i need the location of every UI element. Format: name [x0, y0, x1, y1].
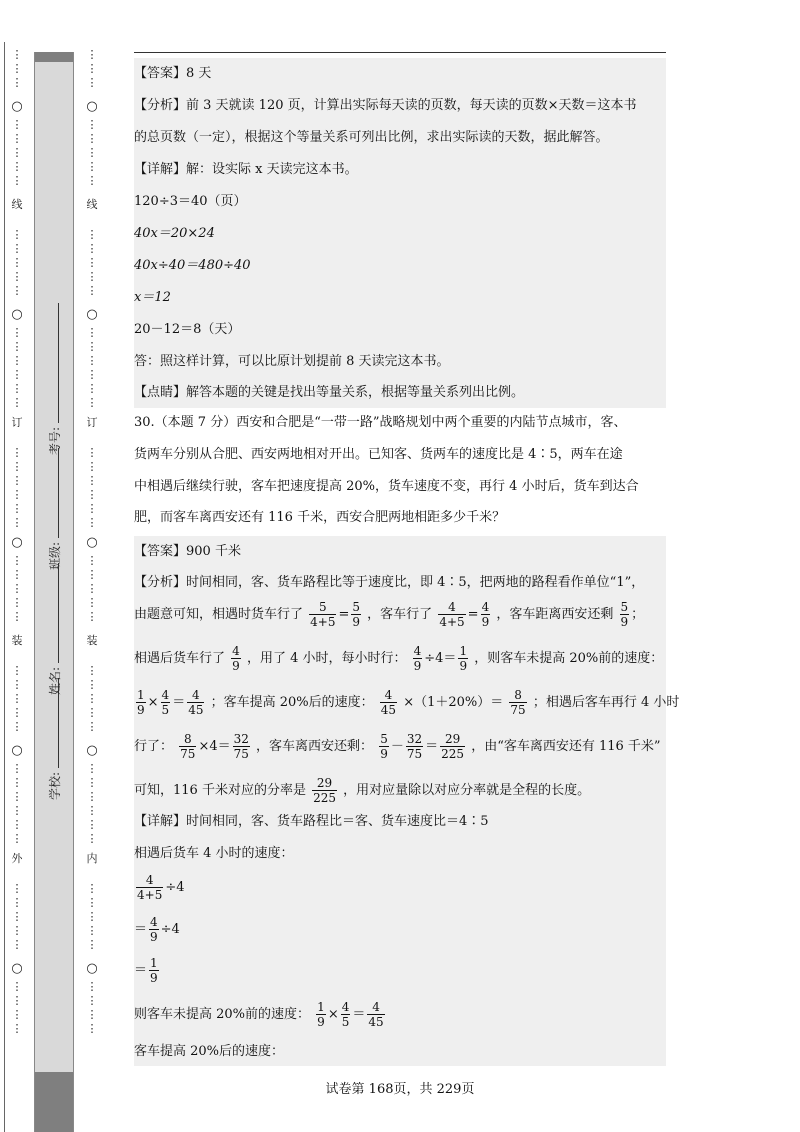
- fraction: $\frac{4}{45}$: [188, 688, 204, 717]
- q30-analysis-line6: [134, 776, 590, 805]
- exam-no-field[interactable]: [46, 303, 63, 455]
- q30-analysis-line3: 相遇后货车行了 $\frac{4}{9}$ ，用了 4 小时，每小时行： $\frac{4}{9}$ ÷4＝ $\frac{1}{9}$ ，则客车未提高 20%前的速度：: [134, 644, 664, 673]
- q29-comment: 【点睛】解答本题的关键是找出等量关系，根据等量关系列出比例。: [134, 385, 525, 400]
- outer-label-wai: 外: [11, 852, 23, 865]
- q30-d5-text: 则客车未提高 20%前的速度：: [134, 1007, 311, 1022]
- q29-answer: 【答案】8 天: [134, 66, 212, 81]
- q30-analysis-line4: $\frac{1}{9}$ × $\frac{4}{5}$ ＝ $\frac{4}{45}$ ；客车提高 20%后的速度： $\frac{4}{45}$ ×（1＋20%）＝ $\frac{8}{75}$ ；相遇后客车再行 4 小时: [137, 688, 680, 717]
- name-label: 姓名:: [48, 666, 62, 695]
- q30-a5-text-a: 行了：: [134, 739, 174, 754]
- fraction: $\frac{4}{9}$: [481, 600, 490, 629]
- fraction: $\frac{1}{9}$: [150, 956, 158, 985]
- outer-label-zhuang: 装: [11, 634, 23, 647]
- fraction: $\frac{4}{45}$: [368, 1000, 384, 1029]
- q29-analysis-line2: 的总页数（一定），根据这个等量关系可列出比例，求出实际读的天数，据此解答。: [134, 130, 609, 145]
- fraction: $\frac{8}{75}$: [510, 688, 526, 717]
- fraction: $\frac{8}{75}$: [180, 732, 196, 761]
- fraction: $\frac{4}{9}$: [150, 915, 158, 944]
- inner-label-nei: 内: [86, 852, 98, 865]
- fraction: $\frac{5}{9}$: [352, 600, 361, 629]
- q30-d2: $\frac{4}{4+5}$ ÷4: [137, 873, 185, 902]
- q30-a2-text-c: ，客车距离西安还剩: [496, 607, 614, 622]
- q29-step5: 20－12＝8（天）: [134, 322, 241, 337]
- q29-step2: 40x＝20×24: [134, 226, 215, 241]
- q30-detail: 【详解】时间相同，客、货车路程比＝客、货车速度比＝4∶5: [134, 814, 489, 829]
- q30-analysis-line1: 【分析】时间相同，客、货车路程比等于速度比，即 4∶5，把两地的路程看作单位“1”，: [134, 575, 645, 590]
- name-field[interactable]: [46, 563, 63, 695]
- fraction: $\frac{4}{9}$: [413, 644, 422, 673]
- q30-stem-line4: 肥，而客车离西安还有 116 千米，西安合肥两地相距多少千米？: [134, 510, 506, 525]
- outer-dotted-column: ⋮ ⋮ ⋮ ○ ⋮ ⋮ ⋮ ⋮ ⋮ 线 ⋮ ⋮ ⋮ ⋮ ⋮ ○ ⋮ ⋮ ⋮ ⋮ ⋮ ⋮ 订 ⋮ ⋮ ⋮ ⋮ ⋮ ⋮ ○ ⋮ ⋮ ⋮ ⋮ ⋮ 装 ⋮ ⋮ ⋮ ⋮ ⋮ ○ ⋮ ⋮ ⋮ ⋮ ⋮ ⋮ 外 ⋮ ⋮ ⋮ ⋮ ⋮ ○ ⋮ ⋮ ⋮ ⋮: [11, 48, 23, 1035]
- q30-a4-text-a: ；客车提高 20%后的速度：: [210, 695, 374, 710]
- fraction: $\frac{32}{75}$: [233, 732, 249, 761]
- fraction: $\frac{1}{9}$: [137, 688, 145, 717]
- fraction: $\frac{29}{225}$: [313, 776, 336, 805]
- q30-d5: 则客车未提高 20%前的速度： $\frac{1}{9}$ × $\frac{4}{5}$ ＝ $\frac{4}{45}$: [134, 1000, 384, 1029]
- page-footer: 试卷第 168页，共 229页: [325, 1082, 475, 1097]
- fraction: $\frac{4}{45}$: [380, 688, 397, 717]
- q29-detail: 【详解】解：设实际 x 天读完这本书。: [134, 162, 358, 177]
- q30-d3: ＝ $\frac{4}{9}$ ÷4: [134, 915, 180, 944]
- fraction: $\frac{4}{5}$: [161, 688, 170, 717]
- fraction: $\frac{5}{9}$: [380, 732, 388, 761]
- q30-analysis-line2: 由题意可知，相遇时货车行了 $\frac{5}{4+5}$ = $\frac{5}{9}$ ，客车行了 $\frac{4}{4+5}$ = $\frac{4}{9}$ ，客车距离西安还剩 $\frac{5}{9}$ ；: [134, 600, 645, 629]
- outer-border-line: [4, 42, 5, 1132]
- q30-stem-line1: 30.（本题 7 分）西安和合肥是“一带一路”战略规划中两个重要的内陆节点城市，客、: [134, 415, 627, 430]
- q30-a3-text-c: ，则客车未提高 20%前的速度：: [474, 651, 664, 666]
- q29-step3: 40x÷40＝480÷40: [134, 258, 251, 273]
- inner-dotted-column: ⋮ ⋮ ⋮ ○ ⋮ ⋮ ⋮ ⋮ ⋮ 线 ⋮ ⋮ ⋮ ⋮ ⋮ ○ ⋮ ⋮ ⋮ ⋮ ⋮ ⋮ 订 ⋮ ⋮ ⋮ ⋮ ⋮ ⋮ ○ ⋮ ⋮ ⋮ ⋮ ⋮ 装 ⋮ ⋮ ⋮ ⋮ ⋮ ○ ⋮ ⋮ ⋮ ⋮ ⋮ ⋮ 内 ⋮ ⋮ ⋮ ⋮ ⋮ ○ ⋮ ⋮ ⋮ ⋮: [86, 48, 98, 1035]
- school-field[interactable]: [46, 678, 63, 800]
- q30-stem-line2: 货两车分别从合肥、西安两地相对开出。已知客、货两车的速度比是 4∶5，两车在途: [134, 447, 623, 462]
- q30-analysis-line5: 行了： $\frac{8}{75}$ ×4＝ $\frac{32}{75}$ ，客车离西安还剩： $\frac{5}{9}$ － $\frac{32}{75}$ ＝ $\frac{29}{225}$ ，由“客车离西安还有 116 千米”: [134, 732, 661, 761]
- q30-a6-text-b: ，用对应量除以对应分率就是全程的长度。: [343, 783, 591, 798]
- q30-d1: 相遇后货车 4 小时的速度：: [134, 846, 294, 861]
- fraction: $\frac{1}{9}$: [317, 1000, 325, 1029]
- fraction: $\frac{4}{9}$: [232, 644, 240, 673]
- q30-a2-text-b: ，客车行了: [367, 607, 433, 622]
- q29-analysis-line1: 【分析】前 3 天就读 120 页，计算出实际每天读的页数，每天读的页数×天数＝这本书: [134, 98, 637, 113]
- exam-no-label: 考号:: [48, 426, 62, 455]
- fraction: $\frac{1}{9}$: [459, 644, 468, 673]
- fraction: $\frac{4}{4+5}$: [137, 873, 163, 902]
- q30-d4: ＝ $\frac{1}{9}$: [134, 956, 158, 985]
- outer-label-xian: 线: [11, 198, 23, 211]
- fraction: $\frac{5}{9}$: [620, 600, 629, 629]
- q30-a2-text-a: 由题意可知，相遇时货车行了: [134, 607, 304, 622]
- inner-label-zhuang: 装: [86, 634, 98, 647]
- fraction: $\frac{29}{225}$: [441, 732, 465, 761]
- q30-answer: 【答案】900 千米: [134, 544, 241, 559]
- q30-a3-text-a: 相遇后货车行了: [134, 651, 226, 666]
- class-field[interactable]: [46, 448, 63, 570]
- class-label: 班级:: [48, 541, 62, 570]
- outer-label-ding: 订: [11, 416, 23, 429]
- q30-a3-text-b: ，用了 4 小时，每小时行：: [246, 651, 407, 666]
- fraction: $\frac{5}{4+5}$: [310, 600, 336, 629]
- school-label: 学校:: [48, 771, 62, 800]
- q30-stem-line3: 中相遇后继续行驶，客车把速度提高 20%，货车速度不变，再行 4 小时后，货车到达合: [134, 479, 639, 494]
- fraction: $\frac{32}{75}$: [406, 732, 423, 761]
- q29-step1: 120÷3＝40（页）: [134, 194, 247, 209]
- q29-conclusion: 答：照这样计算，可以比原计划提前 8 天读完这本书。: [134, 354, 450, 369]
- strip-top-cap: [35, 52, 73, 62]
- fraction: $\frac{4}{4+5}$: [439, 600, 465, 629]
- inner-label-ding: 订: [86, 416, 98, 429]
- fraction: $\frac{4}{5}$: [341, 1000, 350, 1029]
- q30-d6: 客车提高 20%后的速度：: [134, 1044, 285, 1059]
- q30-a6-text-a: 可知，116 千米对应的分率是: [134, 783, 306, 798]
- q29-step4: x＝12: [134, 290, 171, 305]
- inner-label-xian: 线: [86, 198, 98, 211]
- q30-a5-text-b: ，客车离西安还剩：: [256, 739, 374, 754]
- top-rule: [134, 52, 666, 53]
- q30-a5-text-c: ，由“客车离西安还有 116 千米”: [471, 739, 661, 754]
- q30-a4-text-b: ×（1＋20%）＝: [403, 695, 504, 710]
- q30-a4-text-c: ；相遇后客车再行 4 小时: [532, 695, 680, 710]
